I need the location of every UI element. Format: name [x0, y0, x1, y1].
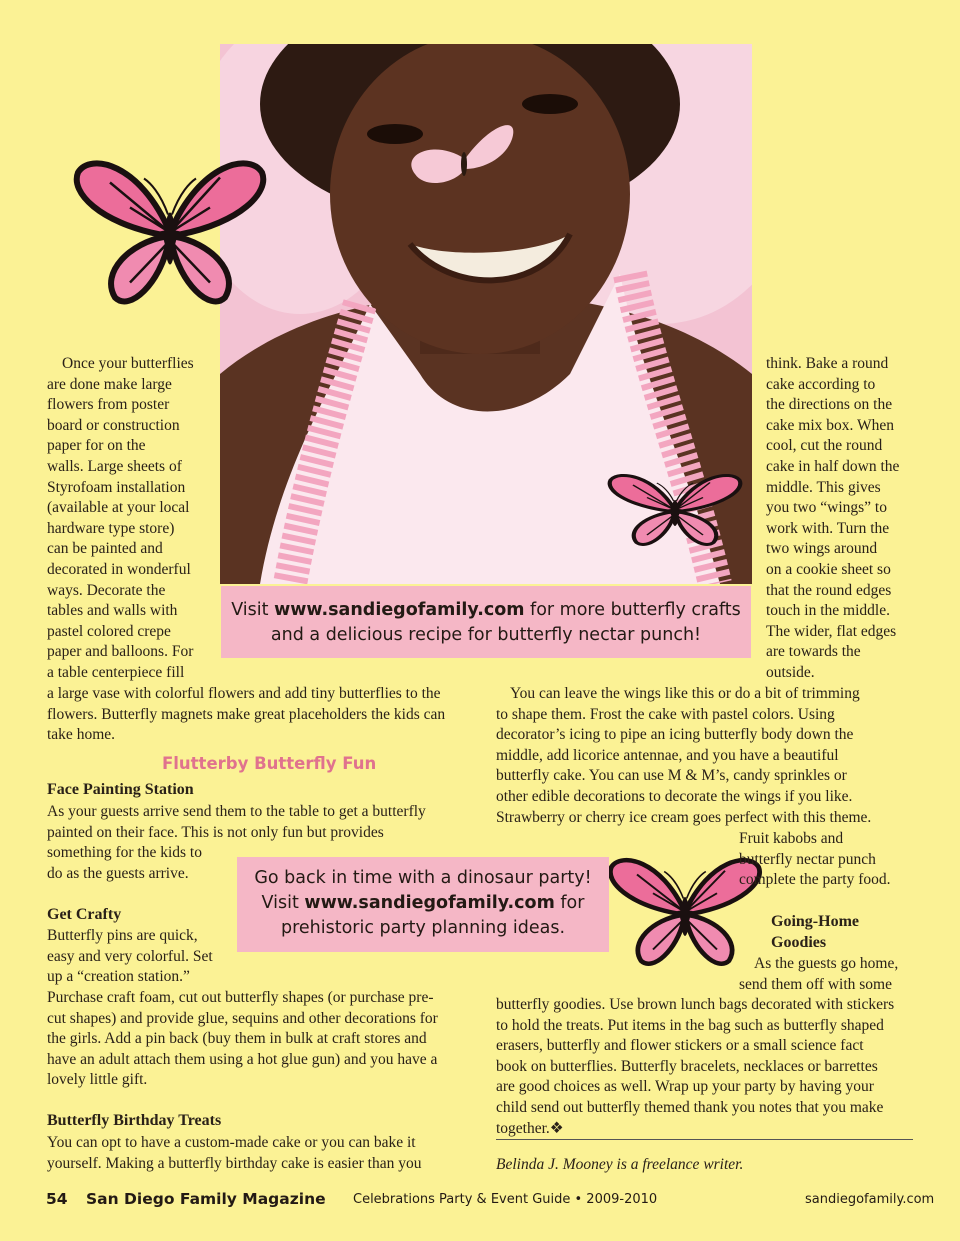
going-home-heading: Going-Home Goodies — [771, 913, 859, 951]
promo-banner-top: Visit www.sandiegofamily.com for more butterfly crafts and a delicious recipe for butterfly nectar punch! — [221, 586, 751, 658]
promo-banner-dinosaur: Go back in time with a dinosaur party! Visit www.sandiegofamily.com for prehistoric party planning ideas. — [237, 857, 609, 952]
goodies-wide-text: butterfly goodies. Use brown lunch bags decorated with stickers to hold the treats. Put items in the bag such as butterfly shaped erasers, butterfly and flower stickers or a small science fact book on butterflies. Butterfly bracelets, necklaces or barrettes are good choices as well. Wrap up your party by having your child send out butterfly themed thank you notes that you make together.❖ — [496, 996, 895, 1137]
goodies-narrow-text: As the guests go home, send them off with some — [739, 955, 899, 993]
face-painting-text: As your guests arrive send them to the table to get a butterfly painted on their face. This is not only fun but provides something for the kids to do as the guests arrive. — [47, 803, 426, 882]
byline-divider — [496, 1139, 913, 1140]
intro-narrow-text: Once your butterflies are done make large flowers from poster board or construction paper for on the walls. Large sheets of Styrofoam installation (available at your local hardware type store) can be painted and decorated in wonderful ways. Decorate the tables and walls with pastel colored crepe paper and balloons. For a table centerpiece fill — [47, 355, 194, 681]
butterfly-top-left — [70, 150, 270, 315]
butterfly-photo — [605, 470, 745, 550]
guide-title: Celebrations Party & Event Guide • 2009-2010 — [353, 1192, 658, 1207]
get-crafty-heading: Get Crafty — [47, 906, 122, 923]
get-crafty-wide-text: Purchase craft foam, cut out butterfly shapes (or purchase pre- cut shapes) and provide glue, sequins and other decorations for the girls. Add a pin back (buy them in bulk at craft stores and have an adult attach them using a hot glue gun) and you have a lovely little gift. — [47, 989, 438, 1089]
treats-text: You can opt to have a custom-made cake or you can bake it yourself. Making a butterfly birthday cake is easier than you — [47, 1134, 422, 1172]
get-crafty-narrow-text: Butterfly pins are quick, easy and very colorful. Set up a “creation station.” — [47, 927, 213, 986]
fruit-text: Fruit kabobs and butterfly nectar punch complete the party food. — [739, 830, 891, 889]
face-painting-heading: Face Painting Station — [47, 781, 194, 798]
wings-text: You can leave the wings like this or do a bit of trimming to shape them. Frost the cake with pastel colors. Using decorator’s icing to pipe an icing butterfly body down the middle, add licorice antennae, and you have a beautiful butterfly cake. You can use M & M’s, candy sprinkles or other edible decorations to decorate the wings if you like. Strawberry or cherry ice cream goes perfect with this theme. — [496, 685, 872, 826]
promo-url[interactable]: www.sandiegofamily.com — [304, 893, 555, 913]
site-link[interactable]: sandiegofamily.com — [805, 1192, 935, 1207]
page-number: 54 — [46, 1190, 68, 1208]
cake-narrow-text: think. Bake a round cake according to the directions on the cake mix box. When cool, cut the round cake in half down the middle. This gives you two “wings” to work with. Turn the two wings around on a cookie sheet so that the round edges touch in the middle. The wider, flat edges are towards the outside. — [766, 355, 900, 681]
magazine-name: San Diego Family Magazine — [86, 1190, 326, 1208]
intro-wide-text: a large vase with colorful flowers and add tiny butterflies to the flowers. Butterfly magnets make great placeholders the kids can take home. — [47, 685, 446, 744]
section-heading: Flutterby Butterfly Fun — [162, 754, 377, 773]
treats-heading: Butterfly Birthday Treats — [47, 1112, 222, 1129]
byline: Belinda J. Mooney is a freelance writer. — [496, 1156, 744, 1173]
promo-url[interactable]: www.sandiegofamily.com — [274, 600, 525, 620]
